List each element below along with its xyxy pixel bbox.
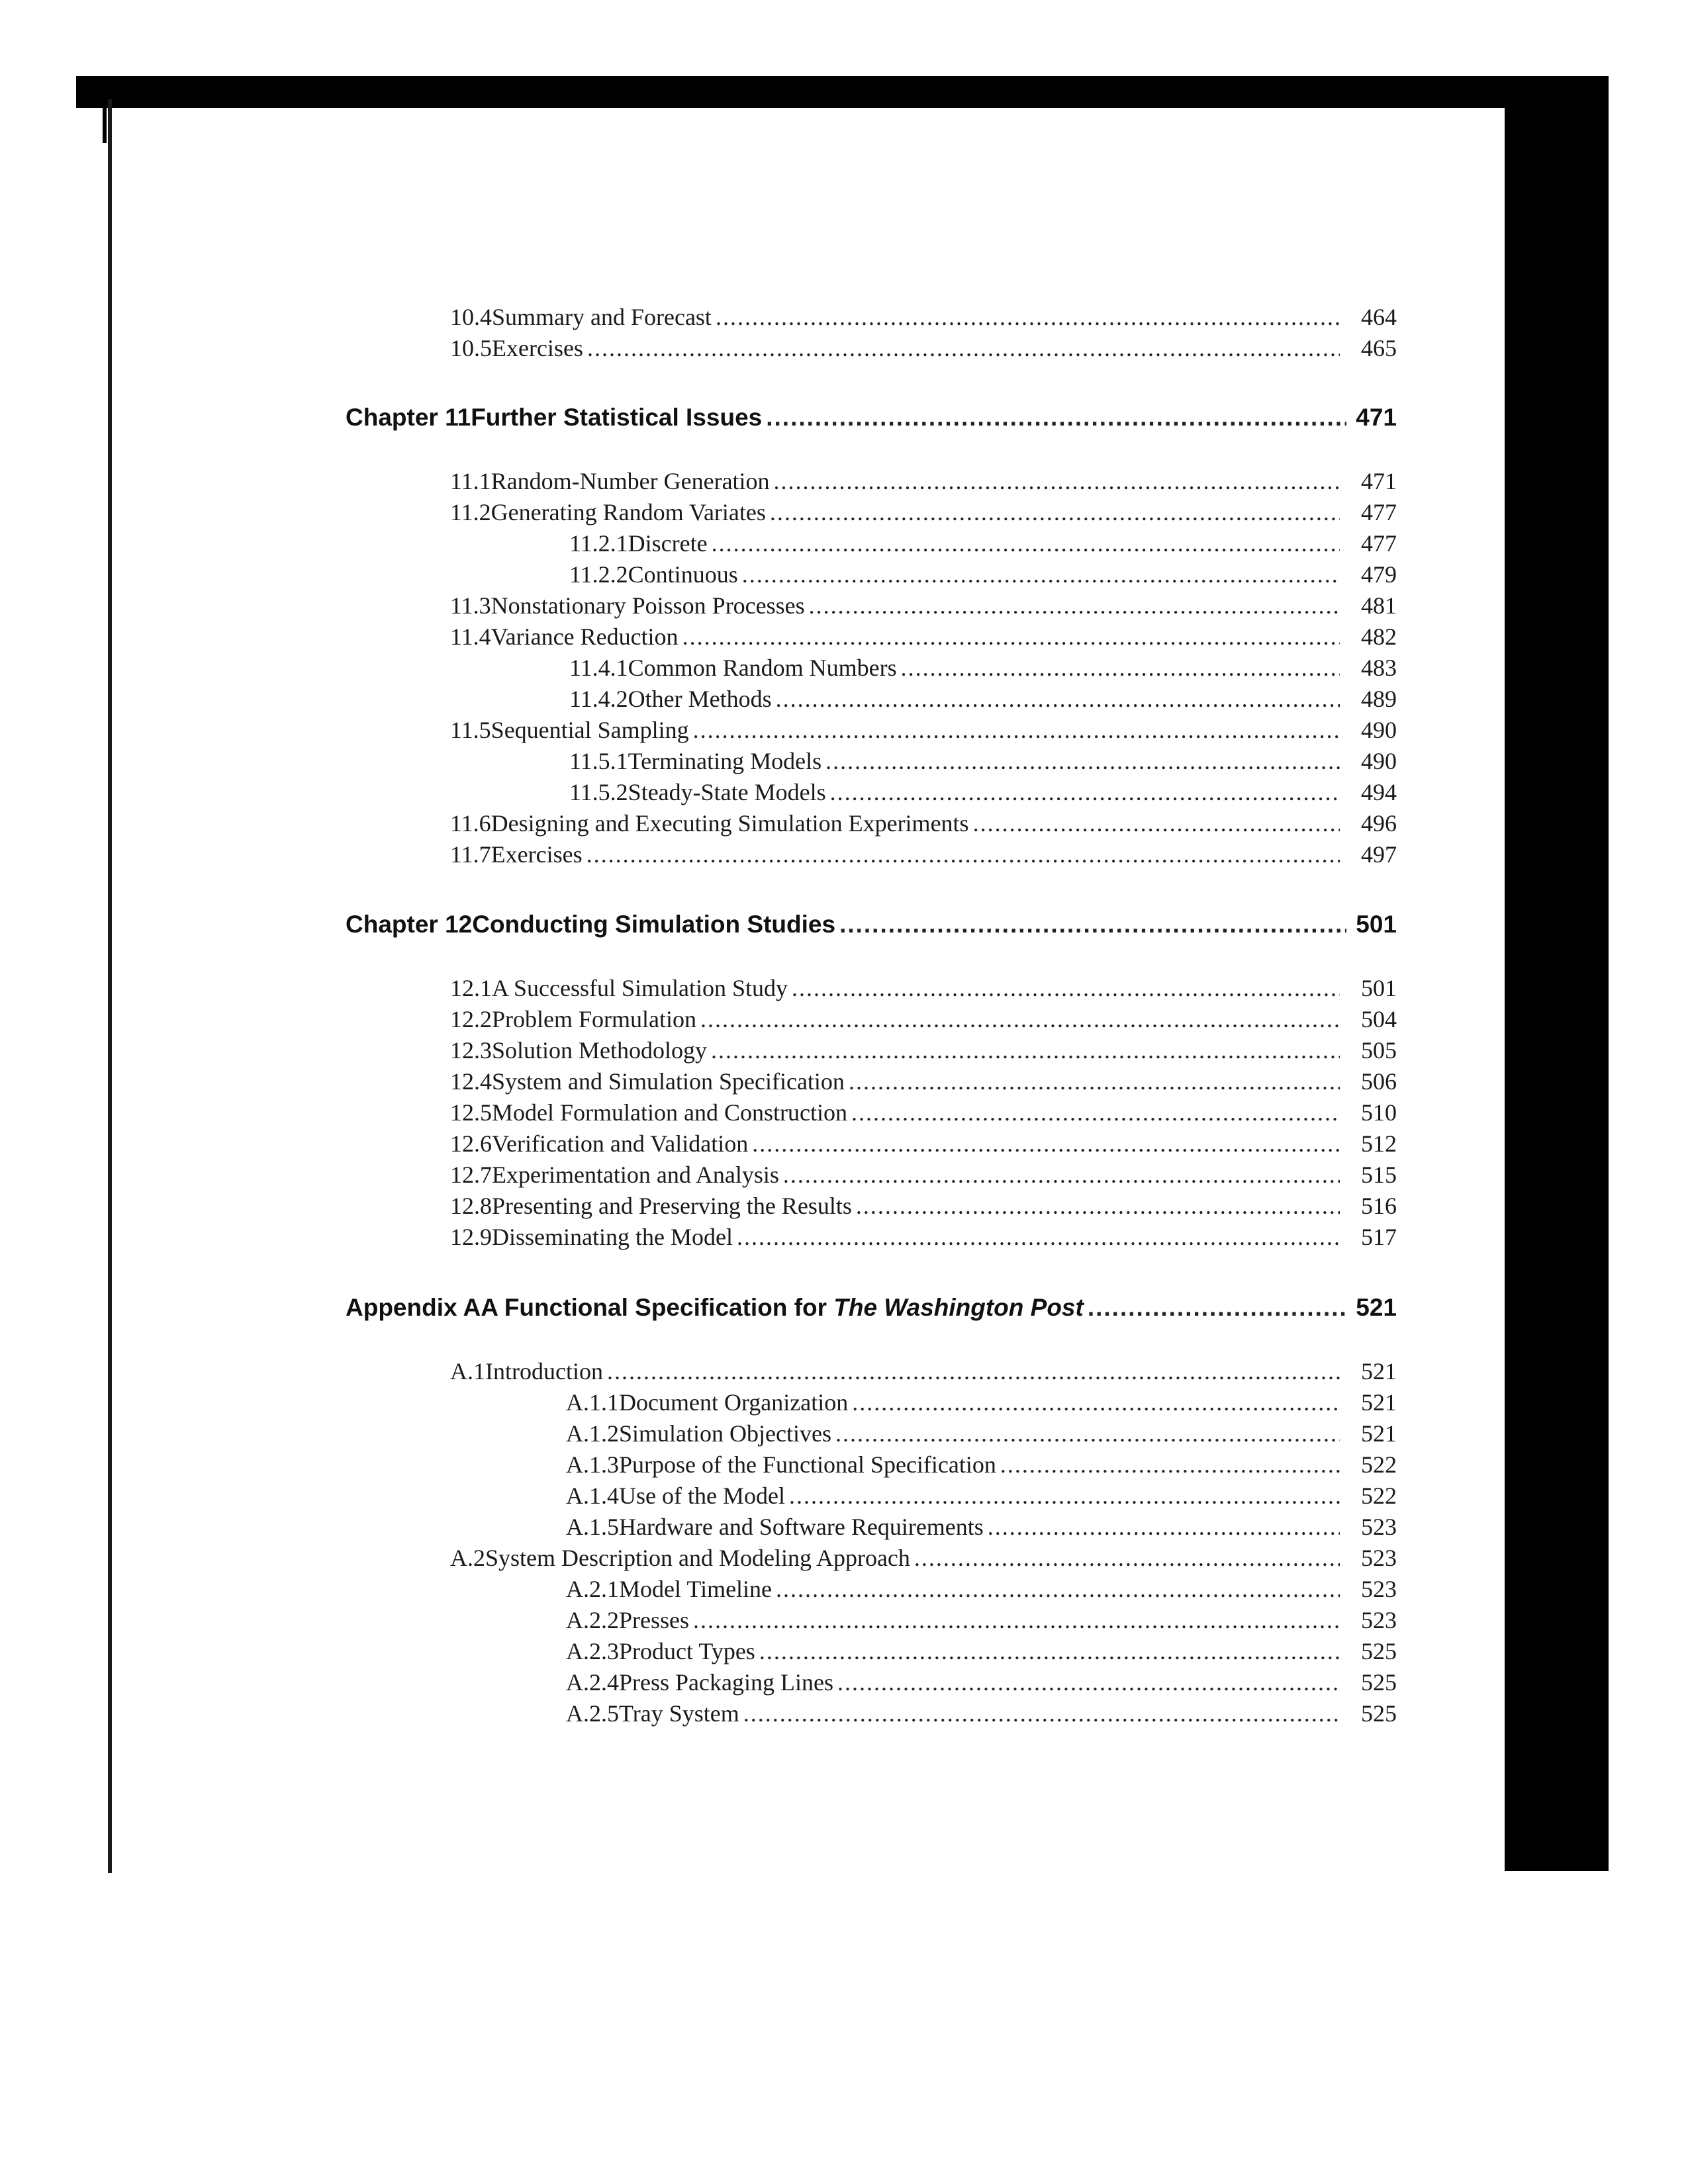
page-number: 512	[1361, 1130, 1397, 1157]
toc-entry	[450, 841, 1397, 870]
section-number: 11.7	[450, 841, 491, 868]
toc-entry	[450, 716, 1397, 745]
section-number: 11.2.2	[569, 561, 628, 588]
section-number: 11.2	[450, 499, 491, 525]
dot-leader	[776, 685, 1340, 713]
section-number: 11.4.1	[569, 655, 628, 681]
section-title: A Successful Simulation Study	[492, 975, 788, 1001]
chapter-heading-11	[346, 404, 1397, 435]
dot-leader	[712, 529, 1340, 557]
chapter-title: Further Statistical Issues	[471, 404, 763, 431]
section-number: 11.4	[450, 623, 491, 650]
toc-entry	[450, 592, 1397, 621]
page-number: 521	[1361, 1389, 1397, 1416]
page-number: 481	[1361, 592, 1397, 619]
toc-subentry	[566, 1606, 1397, 1635]
page-number: 525	[1361, 1638, 1397, 1664]
dot-leader	[766, 404, 1346, 432]
section-title: System and Simulation Specification	[492, 1068, 845, 1095]
page-number: 504	[1361, 1006, 1397, 1032]
section-title: Use of the Model	[619, 1482, 785, 1509]
toc-subentry	[569, 685, 1397, 714]
toc-entry	[450, 809, 1397, 839]
section-title: Solution Methodology	[492, 1037, 708, 1064]
section-title: Nonstationary Poisson Processes	[491, 592, 805, 619]
dot-leader	[792, 974, 1340, 1002]
page-number: 516	[1361, 1193, 1397, 1219]
page-number: 464	[1361, 304, 1397, 330]
toc-subentry	[566, 1451, 1397, 1480]
page-number: 523	[1361, 1576, 1397, 1602]
dot-leader	[776, 1575, 1340, 1603]
toc-entry	[450, 623, 1397, 652]
dot-leader	[759, 1637, 1340, 1665]
page-number: 522	[1361, 1451, 1397, 1478]
section-title: Document Organization	[619, 1389, 849, 1416]
toc-subentry	[569, 561, 1397, 590]
page-number: 517	[1361, 1224, 1397, 1250]
page-number: 483	[1361, 655, 1397, 681]
section-number: A.2.2	[566, 1607, 619, 1633]
section-title: Other Methods	[628, 686, 772, 712]
chapter-label: Chapter 12	[346, 911, 473, 938]
dot-leader	[839, 911, 1346, 938]
section-title: Terminating Models	[628, 748, 822, 774]
section-number: A.1	[450, 1358, 485, 1385]
dot-leader	[835, 1420, 1340, 1447]
page-number: 490	[1361, 717, 1397, 743]
dot-leader	[693, 716, 1340, 744]
section-title: System Description and Modeling Approach	[485, 1545, 910, 1571]
section-number: 12.3	[450, 1037, 492, 1064]
section-title: Hardware and Software Requirements	[619, 1514, 984, 1540]
dot-leader	[856, 1192, 1340, 1220]
dot-leader	[743, 1700, 1340, 1727]
section-number: A.2.3	[566, 1638, 619, 1664]
section-title: Purpose of the Functional Specification	[619, 1451, 996, 1478]
section-title: Product Types	[619, 1638, 755, 1664]
section-title: Experimentation and Analysis	[492, 1161, 779, 1188]
dot-leader	[752, 1130, 1340, 1158]
toc-subentry	[569, 747, 1397, 776]
section-number: 11.3	[450, 592, 491, 619]
page-number: 465	[1361, 335, 1397, 361]
dot-leader	[973, 809, 1340, 837]
dot-leader	[789, 1482, 1340, 1510]
section-title: Exercises	[492, 335, 583, 361]
dot-leader	[988, 1513, 1340, 1541]
page-number: 477	[1361, 530, 1397, 557]
dot-leader	[849, 1068, 1340, 1095]
section-title: Model Formulation and Construction	[492, 1099, 847, 1126]
section-number: 12.1	[450, 975, 492, 1001]
section-number: 10.4	[450, 304, 492, 330]
section-number: 12.4	[450, 1068, 492, 1095]
page-number: 501	[1356, 911, 1397, 938]
page-number: 522	[1361, 1482, 1397, 1509]
section-title: Summary and Forecast	[492, 304, 712, 330]
section-title: Common Random Numbers	[628, 655, 897, 681]
dot-leader	[1000, 1451, 1340, 1479]
chapter-heading-12	[346, 911, 1397, 942]
page-number: 490	[1361, 748, 1397, 774]
section-title: Continuous	[628, 561, 738, 588]
section-title: Introduction	[485, 1358, 603, 1385]
page-number: 477	[1361, 499, 1397, 525]
page-number: 489	[1361, 686, 1397, 712]
dot-leader	[852, 1388, 1340, 1416]
page-number: 521	[1356, 1294, 1397, 1321]
appendix-title	[481, 1294, 1084, 1322]
page-number: 523	[1361, 1514, 1397, 1540]
section-title: Presses	[619, 1607, 689, 1633]
section-title: Model Timeline	[619, 1576, 773, 1602]
section-number: A.1.5	[566, 1514, 619, 1540]
section-number: A.2.1	[566, 1576, 619, 1602]
dot-leader	[809, 592, 1340, 619]
toc-subentry	[566, 1513, 1397, 1542]
section-number: A.1.2	[566, 1420, 619, 1447]
section-title: Simulation Objectives	[619, 1420, 831, 1447]
section-title: Tray System	[619, 1700, 739, 1727]
toc-entry	[450, 1099, 1397, 1128]
toc-entry	[450, 1036, 1397, 1066]
page-number: 525	[1361, 1700, 1397, 1727]
page-number: 506	[1361, 1068, 1397, 1095]
page-number: 525	[1361, 1669, 1397, 1696]
dot-leader	[737, 1223, 1340, 1251]
appendix-title-italic: The Washington Post	[833, 1294, 1084, 1321]
page-number: 521	[1361, 1358, 1397, 1385]
toc-entry	[450, 1192, 1397, 1221]
section-title: Sequential Sampling	[491, 717, 689, 743]
toc-subentry	[569, 654, 1397, 683]
page-number: 505	[1361, 1037, 1397, 1064]
toc-entry	[450, 1223, 1397, 1252]
section-title: Presenting and Preserving the Results	[492, 1193, 852, 1219]
page-number: 510	[1361, 1099, 1397, 1126]
page-number: 497	[1361, 841, 1397, 868]
toc-entry	[450, 334, 1397, 363]
page-number: 515	[1361, 1161, 1397, 1188]
dot-leader	[711, 1036, 1340, 1064]
dot-leader	[1088, 1294, 1346, 1322]
toc-entry	[450, 1130, 1397, 1159]
dot-leader	[742, 561, 1340, 588]
section-number: 11.4.2	[569, 686, 628, 712]
dot-leader	[830, 778, 1340, 806]
section-number: 12.7	[450, 1161, 492, 1188]
dot-leader	[783, 1161, 1340, 1189]
toc-subentry	[566, 1700, 1397, 1729]
dot-leader	[837, 1668, 1340, 1696]
toc-subentry	[566, 1482, 1397, 1511]
dot-leader	[716, 303, 1340, 331]
dot-leader	[914, 1544, 1340, 1572]
section-number: A.2.4	[566, 1669, 619, 1696]
section-number: 11.5	[450, 717, 491, 743]
section-number: A.1.1	[566, 1389, 619, 1416]
section-number: 10.5	[450, 335, 492, 361]
section-number: 12.5	[450, 1099, 492, 1126]
toc-subentry	[566, 1637, 1397, 1666]
appendix-label: Appendix A	[346, 1294, 481, 1321]
section-number: A.1.4	[566, 1482, 619, 1509]
page-number: 479	[1361, 561, 1397, 588]
page-number: 496	[1361, 810, 1397, 837]
section-number: A.2.5	[566, 1700, 619, 1727]
section-title: Problem Formulation	[492, 1006, 696, 1032]
dot-leader	[851, 1099, 1340, 1126]
section-number: A.1.3	[566, 1451, 619, 1478]
toc-subentry	[566, 1668, 1397, 1698]
page-number: 494	[1361, 779, 1397, 805]
section-title: Discrete	[628, 530, 708, 557]
section-title: Variance Reduction	[491, 623, 679, 650]
section-number: 11.5.2	[569, 779, 628, 805]
section-title: Generating Random Variates	[491, 499, 766, 525]
dot-leader	[901, 654, 1340, 682]
toc-entry	[450, 1161, 1397, 1190]
section-number: 12.2	[450, 1006, 492, 1032]
dot-leader	[682, 623, 1340, 651]
page-number: 521	[1361, 1420, 1397, 1447]
dot-leader	[693, 1606, 1340, 1634]
section-number: 11.6	[450, 810, 491, 837]
section-number: 11.2.1	[569, 530, 628, 557]
toc-entry	[450, 1068, 1397, 1097]
page-number: 471	[1356, 404, 1397, 431]
dot-leader	[587, 334, 1340, 362]
dot-leader	[607, 1357, 1340, 1385]
page-number: 523	[1361, 1607, 1397, 1633]
dot-leader	[774, 467, 1340, 495]
dot-leader	[770, 498, 1340, 526]
toc-entry	[450, 1005, 1397, 1034]
appendix-title-prefix: A Functional Specification for	[481, 1294, 834, 1321]
toc-entry	[450, 303, 1397, 332]
toc-subentry	[566, 1575, 1397, 1604]
chapter-title: Conducting Simulation Studies	[472, 911, 836, 938]
section-number: 12.9	[450, 1224, 492, 1250]
section-number: A.2	[450, 1545, 485, 1571]
section-title: Verification and Validation	[492, 1130, 749, 1157]
section-number: 11.5.1	[569, 748, 628, 774]
toc-subentry	[569, 778, 1397, 807]
appendix-heading-a	[346, 1294, 1397, 1326]
dot-leader	[586, 841, 1340, 868]
chapter-label: Chapter 11	[346, 404, 471, 431]
section-title: Steady-State Models	[628, 779, 826, 805]
page-number: 482	[1361, 623, 1397, 650]
section-number: 11.1	[450, 468, 491, 494]
toc-entry	[450, 1357, 1397, 1387]
page-number: 471	[1361, 468, 1397, 494]
dot-leader	[825, 747, 1340, 775]
toc-entry	[450, 467, 1397, 496]
page-number: 501	[1361, 975, 1397, 1001]
toc-entry	[450, 498, 1397, 527]
section-title: Exercises	[491, 841, 583, 868]
toc-entry	[450, 974, 1397, 1003]
section-number: 12.8	[450, 1193, 492, 1219]
section-title: Random-Number Generation	[491, 468, 770, 494]
section-number: 12.6	[450, 1130, 492, 1157]
toc-subentry	[569, 529, 1397, 559]
toc-subentry	[566, 1420, 1397, 1449]
section-title: Press Packaging Lines	[619, 1669, 833, 1696]
dot-leader	[700, 1005, 1340, 1033]
section-title: Disseminating the Model	[492, 1224, 733, 1250]
toc-entry	[450, 1544, 1397, 1573]
section-title: Designing and Executing Simulation Experiments	[491, 810, 969, 837]
page-number: 523	[1361, 1545, 1397, 1571]
toc-subentry	[566, 1388, 1397, 1418]
